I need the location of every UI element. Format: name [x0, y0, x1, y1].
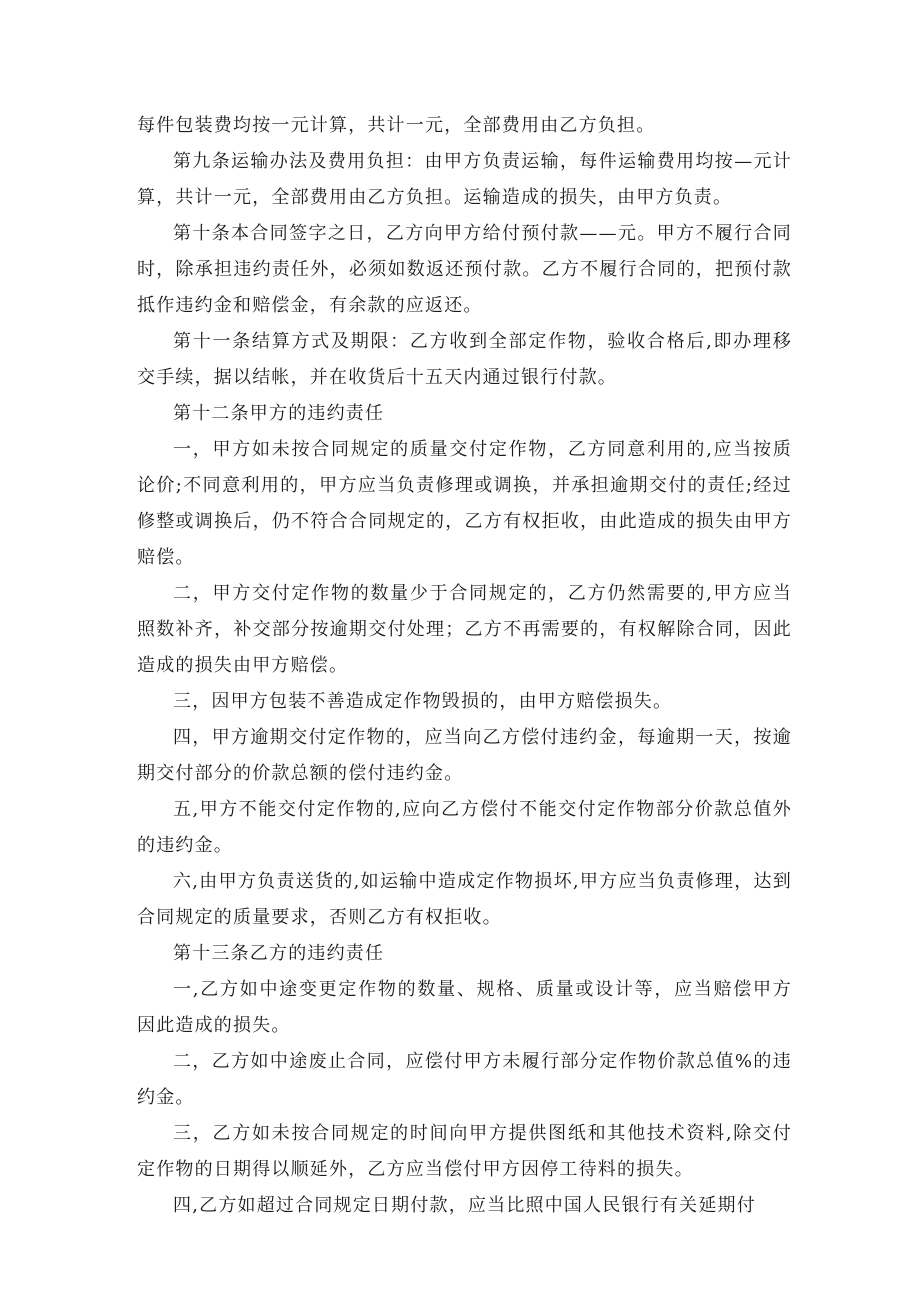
- paragraph-article-12-item-1: 一，甲方如未按合同规定的质量交付定作物，乙方同意利用的,应当按质论价;不同意利用的，甲方应当负责修理或调换，并承担逾期交付的责任;经过修整或调换后，仍不符合合同规定的，乙方有权拒收，由此造成的损失由甲方赔偿。: [137, 439, 792, 568]
- heading-article-13: 第十三条乙方的违约责任: [173, 943, 385, 964]
- paragraph-article-13-item-4: 四,乙方如超过合同规定日期付款，应当比照中国人民银行有关延期付: [173, 1195, 756, 1216]
- paragraph-article-12-item-6: 六,由甲方负责送货的,如运输中造成定作物损坏,甲方应当负责修理，达到合同规定的质量要求，否则乙方有权拒收。: [137, 871, 792, 928]
- paragraph-article-12-item-3: 三，因甲方包装不善造成定作物毁损的，由甲方赔偿损失。: [173, 691, 673, 712]
- document-body: [137, 108, 792, 1224]
- paragraph-article-13-item-2: 二，乙方如中途废止合同，应偿付甲方未履行部分定作物价款总值%的违约金。: [137, 1051, 792, 1108]
- paragraph-article-13-item-3: 三，乙方如未按合同规定的时间向甲方提供图纸和其他技术资料,除交付定作物的日期得以顺延外，乙方应当偿付甲方因停工待料的损失。: [137, 1123, 792, 1180]
- paragraph-article-9: 第九条运输办法及费用负担：由甲方负责运输，每件运输费用均按—元计算，共计一元，全部费用由乙方负担。运输造成的损失，由甲方负责。: [137, 151, 792, 208]
- paragraph-article-12-item-5: 五,甲方不能交付定作物的,应向乙方偿付不能交付定作物部分价款总值外的违约金。: [137, 799, 792, 856]
- paragraph-article-12-item-2: 二，甲方交付定作物的数量少于合同规定的，乙方仍然需要的,甲方应当照数补齐，补交部分按逾期交付处理；乙方不再需要的，有权解除合同，因此造成的损失由甲方赔偿。: [137, 583, 792, 676]
- paragraph-article-13-item-1: 一,乙方如中途变更定作物的数量、规格、质量或设计等，应当赔偿甲方因此造成的损失。: [137, 979, 792, 1036]
- paragraph-article-11: 第十一条结算方式及期限：乙方收到全部定作物，验收合格后,即办理移交手续，据以结帐，并在收货后十五天内通过银行付款。: [137, 331, 792, 388]
- paragraph-article-10: 第十条本合同签字之日，乙方向甲方给付预付款——元。甲方不履行合同时，除承担违约责任外，必须如数返还预付款。乙方不履行合同的，把预付款抵作违约金和赔偿金，有余款的应返还。: [137, 223, 792, 316]
- paragraph-packaging-fee: 每件包装费均按一元计算，共计一元，全部费用由乙方负担。: [137, 115, 656, 136]
- heading-article-12: 第十二条甲方的违约责任: [173, 403, 385, 424]
- paragraph-article-12-item-4: 四，甲方逾期交付定作物的，应当向乙方偿付违约金，每逾期一天，按逾期交付部分的价款总额的偿付违约金。: [137, 727, 792, 784]
